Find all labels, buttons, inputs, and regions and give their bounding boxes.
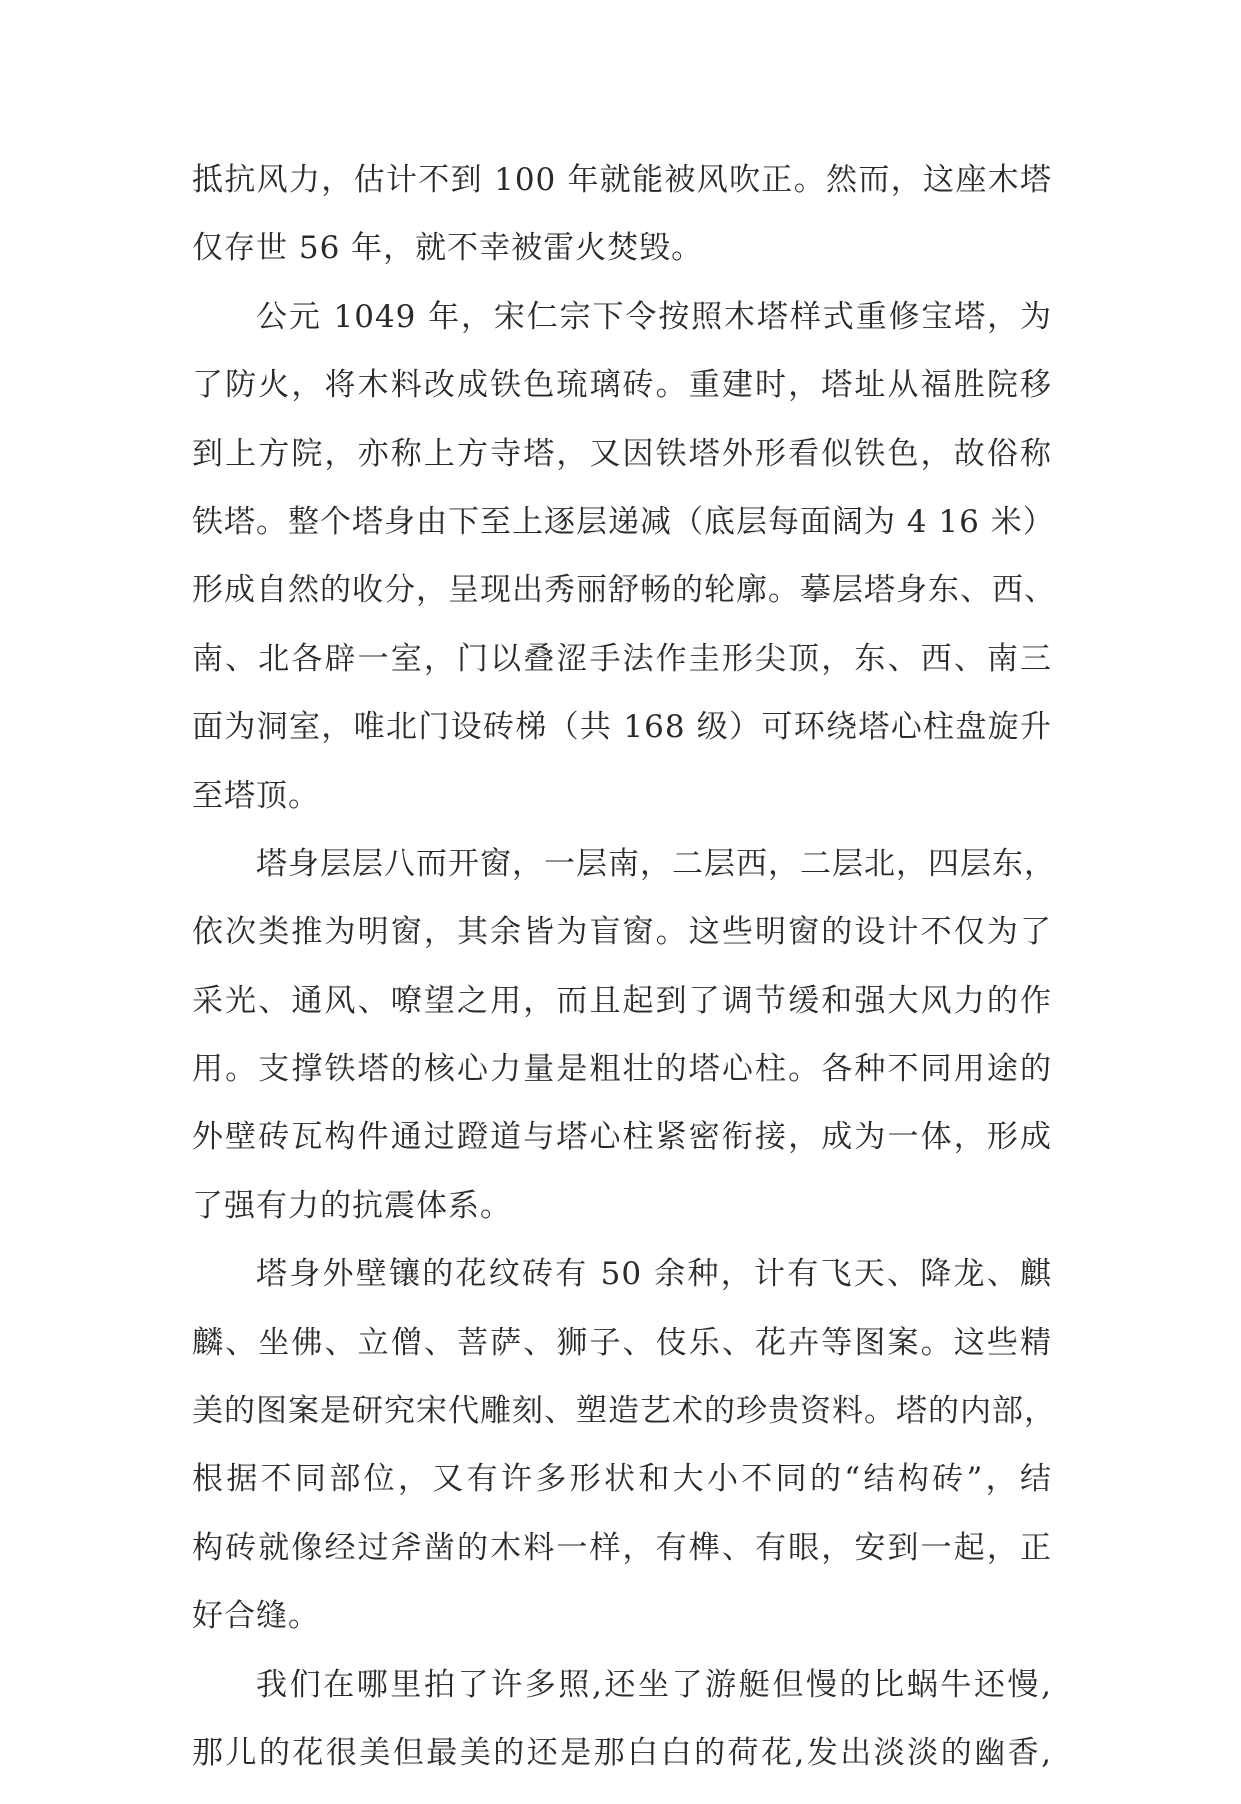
text-line: 南、北各辟一室，门以叠涩手法作圭形尖顶，东、西、南三 (192, 640, 1052, 677)
text-line: 美的图案是研究宋代雕刻、塑造艺术的珍贵资料。塔的内部， (192, 1393, 1056, 1430)
text-line: 塔身外壁镶的花纹砖有 50 余种，计有飞天、降龙、麒 (256, 1256, 1052, 1293)
text-line: 到上方院，亦称上方寺塔，又因铁塔外形看似铁色，故俗称 (192, 435, 1052, 472)
text-line: 那儿的花很美但最美的还是那白白的荷花,发出淡淡的幽香, (192, 1734, 1052, 1771)
document-body (192, 162, 1056, 1804)
text-line: 外壁砖瓦构件通过蹬道与塔心柱紧密衔接，成为一体，形成 (192, 1119, 1052, 1156)
text-line: 公元 1049 年，宋仁宗下令按照木塔样式重修宝塔，为 (256, 298, 1052, 335)
text-line: 面为洞室，唯北门设砖梯（共 168 级）可环绕塔心柱盘旋升 (192, 709, 1052, 746)
text-line: 依次类推为明窗，其余皆为盲窗。这些明窗的设计不仅为了 (192, 914, 1052, 951)
text-line: 了防火，将木料改成铁色琉璃砖。重建时，塔址从福胜院移 (192, 367, 1052, 404)
text-line: 至塔顶。 (192, 777, 320, 814)
text-line: 麟、坐佛、立僧、菩萨、狮子、伎乐、花卉等图案。这些精 (192, 1324, 1052, 1361)
text-line: 了强有力的抗震体系。 (192, 1187, 512, 1224)
text-line: 采光、通风、嘹望之用，而且起到了调节缓和强大风力的作 (192, 982, 1052, 1019)
text-line: 塔身层层八而开窗，一层南，二层西，二层北，四层东， (256, 845, 1056, 882)
text-line: 好合缝。 (192, 1598, 320, 1635)
text-line: 用。支撑铁塔的核心力量是粗壮的塔心柱。各种不同用途的 (192, 1051, 1052, 1088)
text-line: 根据不同部位，又有许多形状和大小不同的“结构砖”，结 (192, 1461, 1052, 1498)
text-line: 我们在哪里拍了许多照,还坐了游艇但慢的比蜗牛还慢, (256, 1666, 1052, 1703)
text-line: 抵抗风力，估计不到 100 年就能被风吹正。然而，这座木塔 (192, 162, 1052, 198)
text-line: 构砖就像经过斧凿的木料一样，有榫、有眼，安到一起，正 (192, 1529, 1052, 1566)
text-line: 仅存世 56 年，就不幸被雷火焚毁。 (192, 230, 704, 267)
text-line: 形成自然的收分，呈现出秀丽舒畅的轮廓。摹层塔身东、西、 (192, 572, 1056, 609)
text-line: 铁塔。整个塔身由下至上逐层递减（底层每面阔为 4 16 米） (192, 503, 1055, 540)
